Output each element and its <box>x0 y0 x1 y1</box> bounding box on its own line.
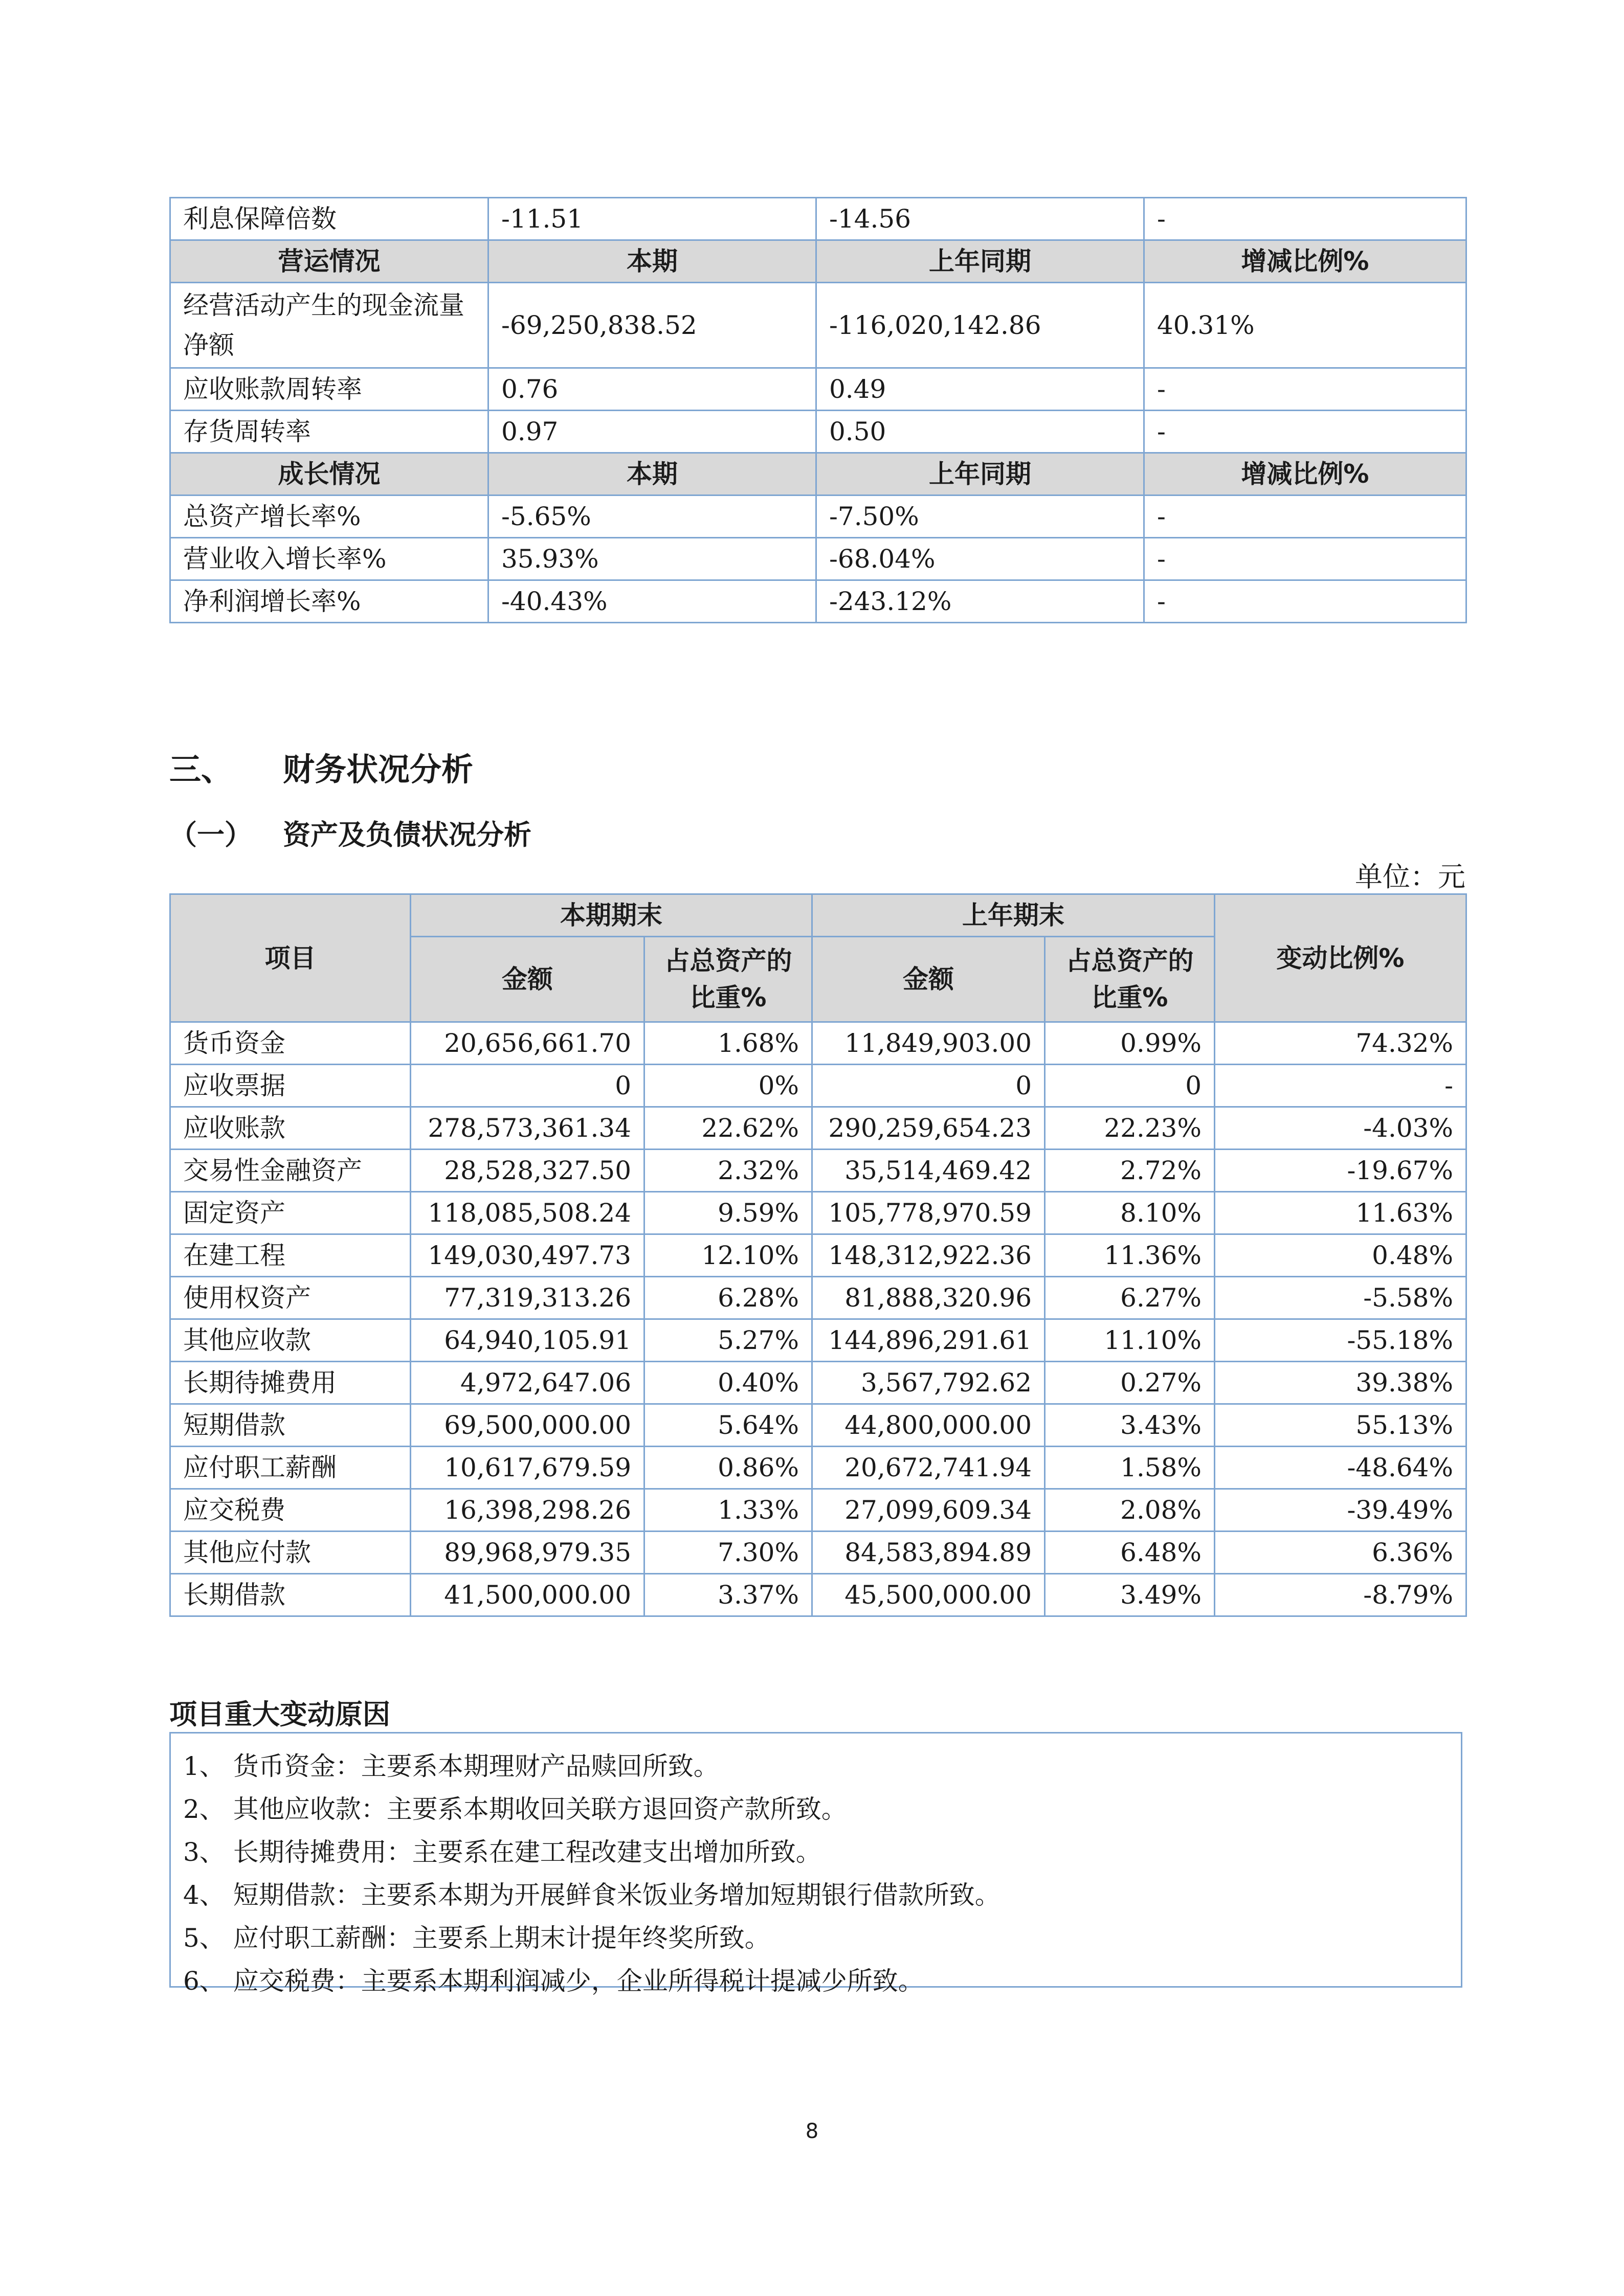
table-cell: 44,800,000.00 <box>812 1404 1045 1447</box>
table-cell: 6.27% <box>1045 1277 1215 1319</box>
row-label: 应收账款周转率 <box>170 368 488 411</box>
table-cell: 35,514,469.42 <box>812 1150 1045 1192</box>
table-row <box>170 368 1466 411</box>
table-cell: -55.18% <box>1215 1319 1466 1362</box>
table-cell: 11.36% <box>1045 1234 1215 1277</box>
table-cell: 上年同期 <box>816 453 1144 496</box>
table-cell: 3.49% <box>1045 1574 1215 1616</box>
row-label: 在建工程 <box>170 1234 411 1277</box>
table-cell: 22.23% <box>1045 1107 1215 1150</box>
table-cell: 4,972,647.06 <box>411 1362 644 1404</box>
table-row <box>170 1107 1466 1150</box>
header-current-ratio: 占总资产的比重% <box>644 937 812 1022</box>
row-label: 其他应付款 <box>170 1532 411 1574</box>
header-change-ratio: 变动比例% <box>1215 894 1466 1022</box>
major-changes-box <box>169 1732 1462 1996</box>
row-label: 固定资产 <box>170 1192 411 1234</box>
table-cell: 74.32% <box>1215 1022 1466 1065</box>
table-cell: -68.04% <box>816 538 1144 580</box>
assets-liabilities-table <box>169 893 1467 1617</box>
table-cell: 278,573,361.34 <box>411 1107 644 1150</box>
table-cell: 11.10% <box>1045 1319 1215 1362</box>
row-label: 利息保障倍数 <box>170 198 488 240</box>
table-cell: -7.50% <box>816 496 1144 538</box>
table-row <box>170 1574 1466 1616</box>
table-cell: 148,312,922.36 <box>812 1234 1045 1277</box>
table-cell: 28,528,327.50 <box>411 1150 644 1192</box>
table-cell: 45,500,000.00 <box>812 1574 1045 1616</box>
header-item: 项目 <box>170 894 411 1022</box>
table-row <box>170 1022 1466 1065</box>
header-prior-amount: 金额 <box>812 937 1045 1022</box>
table-cell: 3,567,792.62 <box>812 1362 1045 1404</box>
table-row <box>170 1489 1466 1532</box>
table-cell: 84,583,894.89 <box>812 1532 1045 1574</box>
major-changes-title: 项目重大变动原因 <box>169 1698 390 1730</box>
table-row <box>170 283 1466 368</box>
page-number: 8 <box>805 2120 819 2143</box>
table-cell: 0.99% <box>1045 1022 1215 1065</box>
table-cell: 16,398,298.26 <box>411 1489 644 1532</box>
table-cell: -5.65% <box>488 496 816 538</box>
subsection-number: （一） <box>169 819 252 851</box>
subsection-title: 资产及负债状况分析 <box>283 819 531 851</box>
table-cell: 77,319,313.26 <box>411 1277 644 1319</box>
table-cell: -116,020,142.86 <box>816 283 1144 368</box>
change-reason-item: 4、 短期借款：主要系本期为开展鲜食米饭业务增加短期银行借款所致。 <box>183 1880 1000 1910</box>
table-cell: 0.97 <box>488 411 816 453</box>
table-cell: 0 <box>411 1065 644 1107</box>
subsection-heading-assets-liabilities <box>169 813 531 852</box>
table-cell: 290,259,654.23 <box>812 1107 1045 1150</box>
row-label: 存货周转率 <box>170 411 488 453</box>
table-cell: 3.37% <box>644 1574 812 1616</box>
table-row <box>170 1447 1466 1489</box>
row-label: 长期待摊费用 <box>170 1362 411 1404</box>
table-cell: 11,849,903.00 <box>812 1022 1045 1065</box>
table-cell: 增减比例% <box>1144 453 1466 496</box>
table-cell: 39.38% <box>1215 1362 1466 1404</box>
row-label: 经营活动产生的现金流量净额 <box>170 283 488 368</box>
table-cell: 1.68% <box>644 1022 812 1065</box>
table-cell: -5.58% <box>1215 1277 1466 1319</box>
table-cell: 2.72% <box>1045 1150 1215 1192</box>
table-row <box>170 1065 1466 1107</box>
table-cell: - <box>1215 1065 1466 1107</box>
table-row <box>170 580 1466 623</box>
row-label: 净利润增长率% <box>170 580 488 623</box>
row-label: 使用权资产 <box>170 1277 411 1319</box>
table-row <box>170 1192 1466 1234</box>
change-reason-item: 3、 长期待摊费用：主要系在建工程改建支出增加所致。 <box>183 1837 821 1867</box>
table-cell: -11.51 <box>488 198 816 240</box>
table-cell: 9.59% <box>644 1192 812 1234</box>
table-cell: 本期 <box>488 240 816 283</box>
table-cell: - <box>1144 496 1466 538</box>
table-cell: 6.36% <box>1215 1532 1466 1574</box>
table-cell: 上年同期 <box>816 240 1144 283</box>
table-cell: 35.93% <box>488 538 816 580</box>
table-cell: 81,888,320.96 <box>812 1277 1045 1319</box>
table-cell: -243.12% <box>816 580 1144 623</box>
table-cell: 20,656,661.70 <box>411 1022 644 1065</box>
row-label: 长期借款 <box>170 1574 411 1616</box>
row-label: 应交税费 <box>170 1489 411 1532</box>
change-reason-item: 5、 应付职工薪酬：主要系上期末计提年终奖所致。 <box>183 1923 770 1953</box>
table-row <box>170 1404 1466 1447</box>
header-current-amount: 金额 <box>411 937 644 1022</box>
table-cell: 6.48% <box>1045 1532 1215 1574</box>
row-label: 其他应收款 <box>170 1319 411 1362</box>
table-cell: 0.86% <box>644 1447 812 1489</box>
table-row <box>170 1319 1466 1362</box>
table-cell: 89,968,979.35 <box>411 1532 644 1574</box>
table-row <box>170 496 1466 538</box>
header-prior-ratio: 占总资产的比重% <box>1045 937 1215 1022</box>
table-cell: 5.64% <box>644 1404 812 1447</box>
row-label: 应收账款 <box>170 1107 411 1150</box>
table-cell: -4.03% <box>1215 1107 1466 1150</box>
table-cell: -14.56 <box>816 198 1144 240</box>
table-cell: 0.50 <box>816 411 1144 453</box>
table-cell: 105,778,970.59 <box>812 1192 1045 1234</box>
row-label: 成长情况 <box>170 453 488 496</box>
change-reason-item: 2、 其他应收款：主要系本期收回关联方退回资产款所致。 <box>183 1794 847 1824</box>
table-cell: 0 <box>812 1065 1045 1107</box>
table-cell: 64,940,105.91 <box>411 1319 644 1362</box>
table-cell: - <box>1144 411 1466 453</box>
table-cell: 本期 <box>488 453 816 496</box>
table-row <box>170 411 1466 453</box>
table-cell: 6.28% <box>644 1277 812 1319</box>
row-label: 短期借款 <box>170 1404 411 1447</box>
row-label: 应收票据 <box>170 1065 411 1107</box>
table-cell: 55.13% <box>1215 1404 1466 1447</box>
table-cell: -19.67% <box>1215 1150 1466 1192</box>
row-label: 货币资金 <box>170 1022 411 1065</box>
row-label: 营业收入增长率% <box>170 538 488 580</box>
table-cell: 0.40% <box>644 1362 812 1404</box>
table-cell: 69,500,000.00 <box>411 1404 644 1447</box>
table-cell: 11.63% <box>1215 1192 1466 1234</box>
table-row <box>170 198 1466 240</box>
section-heading-financial-analysis <box>169 744 474 790</box>
table-cell: 0% <box>644 1065 812 1107</box>
table-cell: 149,030,497.73 <box>411 1234 644 1277</box>
table-cell: 2.08% <box>1045 1489 1215 1532</box>
table-cell: 41,500,000.00 <box>411 1574 644 1616</box>
header-current-period-end: 本期期末 <box>411 894 812 937</box>
table-header-row <box>170 453 1466 496</box>
section-title: 财务状况分析 <box>283 751 474 788</box>
section-number: 三、 <box>169 751 233 788</box>
table-cell: 0.48% <box>1215 1234 1466 1277</box>
table-cell: 8.10% <box>1045 1192 1215 1234</box>
table-cell: -69,250,838.52 <box>488 283 816 368</box>
row-label: 应付职工薪酬 <box>170 1447 411 1489</box>
table-cell: - <box>1144 538 1466 580</box>
table-row <box>170 538 1466 580</box>
table-row <box>170 1532 1466 1574</box>
table-row <box>170 1277 1466 1319</box>
row-label: 营运情况 <box>170 240 488 283</box>
table-cell: 27,099,609.34 <box>812 1489 1045 1532</box>
header-prior-year-end: 上年期末 <box>812 894 1215 937</box>
row-label: 交易性金融资产 <box>170 1150 411 1192</box>
table-cell: 0.76 <box>488 368 816 411</box>
table-cell: 12.10% <box>644 1234 812 1277</box>
table-cell: 0.27% <box>1045 1362 1215 1404</box>
table-cell: 22.62% <box>644 1107 812 1150</box>
table-cell: -40.43% <box>488 580 816 623</box>
table-cell: 7.30% <box>644 1532 812 1574</box>
table-cell: 5.27% <box>644 1319 812 1362</box>
table-cell: 1.58% <box>1045 1447 1215 1489</box>
table-cell: 20,672,741.94 <box>812 1447 1045 1489</box>
table-cell: - <box>1144 198 1466 240</box>
table-cell: -8.79% <box>1215 1574 1466 1616</box>
table-cell: 10,617,679.59 <box>411 1447 644 1489</box>
row-label: 总资产增长率% <box>170 496 488 538</box>
table-cell: 40.31% <box>1144 283 1466 368</box>
table-header-row <box>170 240 1466 283</box>
table-cell: 144,896,291.61 <box>812 1319 1045 1362</box>
table-row <box>170 1234 1466 1277</box>
unit-label: 单位：元 <box>1355 861 1465 893</box>
change-reason-item: 6、 应交税费：主要系本期利润减少，企业所得税计提减少所致。 <box>183 1966 924 1996</box>
table-row <box>170 1150 1466 1192</box>
table-cell: 3.43% <box>1045 1404 1215 1447</box>
table-cell: 0 <box>1045 1065 1215 1107</box>
table-cell: -39.49% <box>1215 1489 1466 1532</box>
change-reason-item: 1、 货币资金：主要系本期理财产品赎回所致。 <box>183 1751 719 1781</box>
table-cell: 0.49 <box>816 368 1144 411</box>
table-cell: 2.32% <box>644 1150 812 1192</box>
table-cell: 118,085,508.24 <box>411 1192 644 1234</box>
table-cell: - <box>1144 580 1466 623</box>
table-cell: - <box>1144 368 1466 411</box>
financial-ratios-table <box>169 197 1467 623</box>
table-cell: 增减比例% <box>1144 240 1466 283</box>
table-row <box>170 1362 1466 1404</box>
table-cell: -48.64% <box>1215 1447 1466 1489</box>
table-cell: 1.33% <box>644 1489 812 1532</box>
